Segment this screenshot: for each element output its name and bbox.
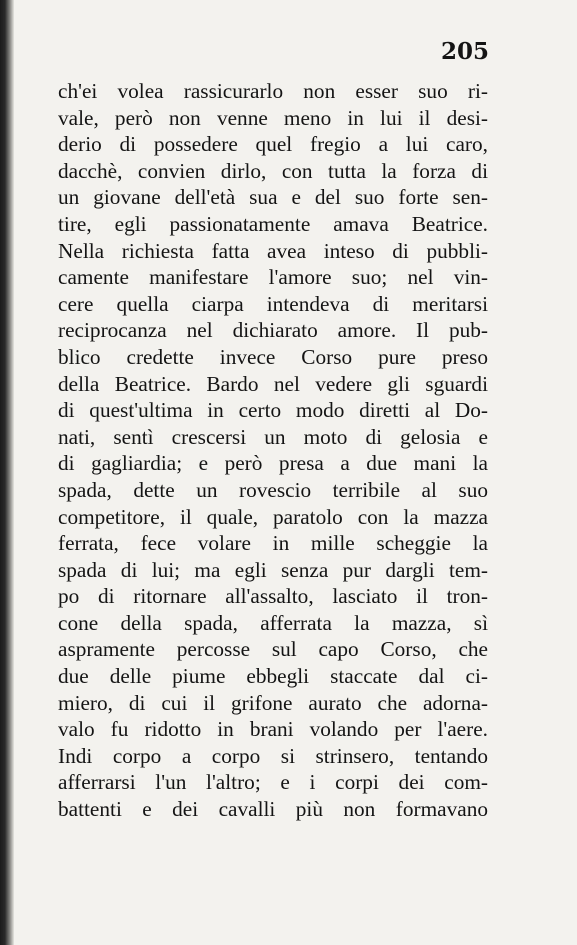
text-line: nati, sentì crescersi un moto di gelosia e [58,424,488,449]
text-line: aspramente percosse sul capo Corso, che [58,637,488,662]
text-line: competitore, il quale, paratolo con la mazza [58,504,488,529]
text-line: cone della spada, afferrata la mazza, sì [58,610,488,635]
text-line: vale, però non venne meno in lui il desi- [58,105,488,130]
text-line: dacchè, convien dirlo, con tutta la forza di [58,158,488,183]
text-line: camente manifestare l'amore suo; nel vin- [58,265,488,290]
text-line: po di ritornare all'assalto, lasciato il tron- [58,584,488,609]
text-line: Nella richiesta fatta avea inteso di pubbli- [58,238,488,263]
text-line: ch'ei volea rassicurarlo non esser suo ri- [58,79,488,103]
text-line: tire, egli passionatamente amava Beatrice. [58,211,488,236]
text-line: ferrata, fece volare in mille scheggie la [58,531,488,556]
text-line: miero, di cui il grifone aurato che adorna- [58,690,488,715]
text-line: battenti e dei cavalli più non formavano [58,797,488,822]
text-line: un giovane dell'età sua e del suo forte sen- [58,185,488,210]
text-line: della Beatrice. Bardo nel vedere gli sguardi [58,371,488,396]
text-line: di gagliardia; e però presa a due mani la [58,451,488,476]
body-text [58,78,488,823]
text-line: cere quella ciarpa intendeva di meritarsi [58,291,488,316]
text-line: spada, dette un rovescio terribile al suo [58,477,488,502]
text-line: Indi corpo a corpo si strinsero, tentando [58,743,488,768]
text-line: afferrarsi l'un l'altro; e i corpi dei com- [58,770,488,795]
text-line: due delle piume ebbegli staccate dal ci- [58,664,488,689]
text-line: spada di lui; ma egli senza pur dargli tem- [58,557,488,582]
page-number: 205 [440,38,489,65]
text-line: di quest'ultima in certo modo diretti al Do- [58,398,488,423]
text-line: blico credette invece Corso pure preso [58,344,488,369]
text-line: valo fu ridotto in brani volando per l'aere. [58,717,488,742]
text-line: reciprocanza nel dichiarato amore. Il pub- [58,318,488,343]
text-line: derio di possedere quel fregio a lui caro, [58,132,488,157]
page-binding-shadow [0,0,14,945]
